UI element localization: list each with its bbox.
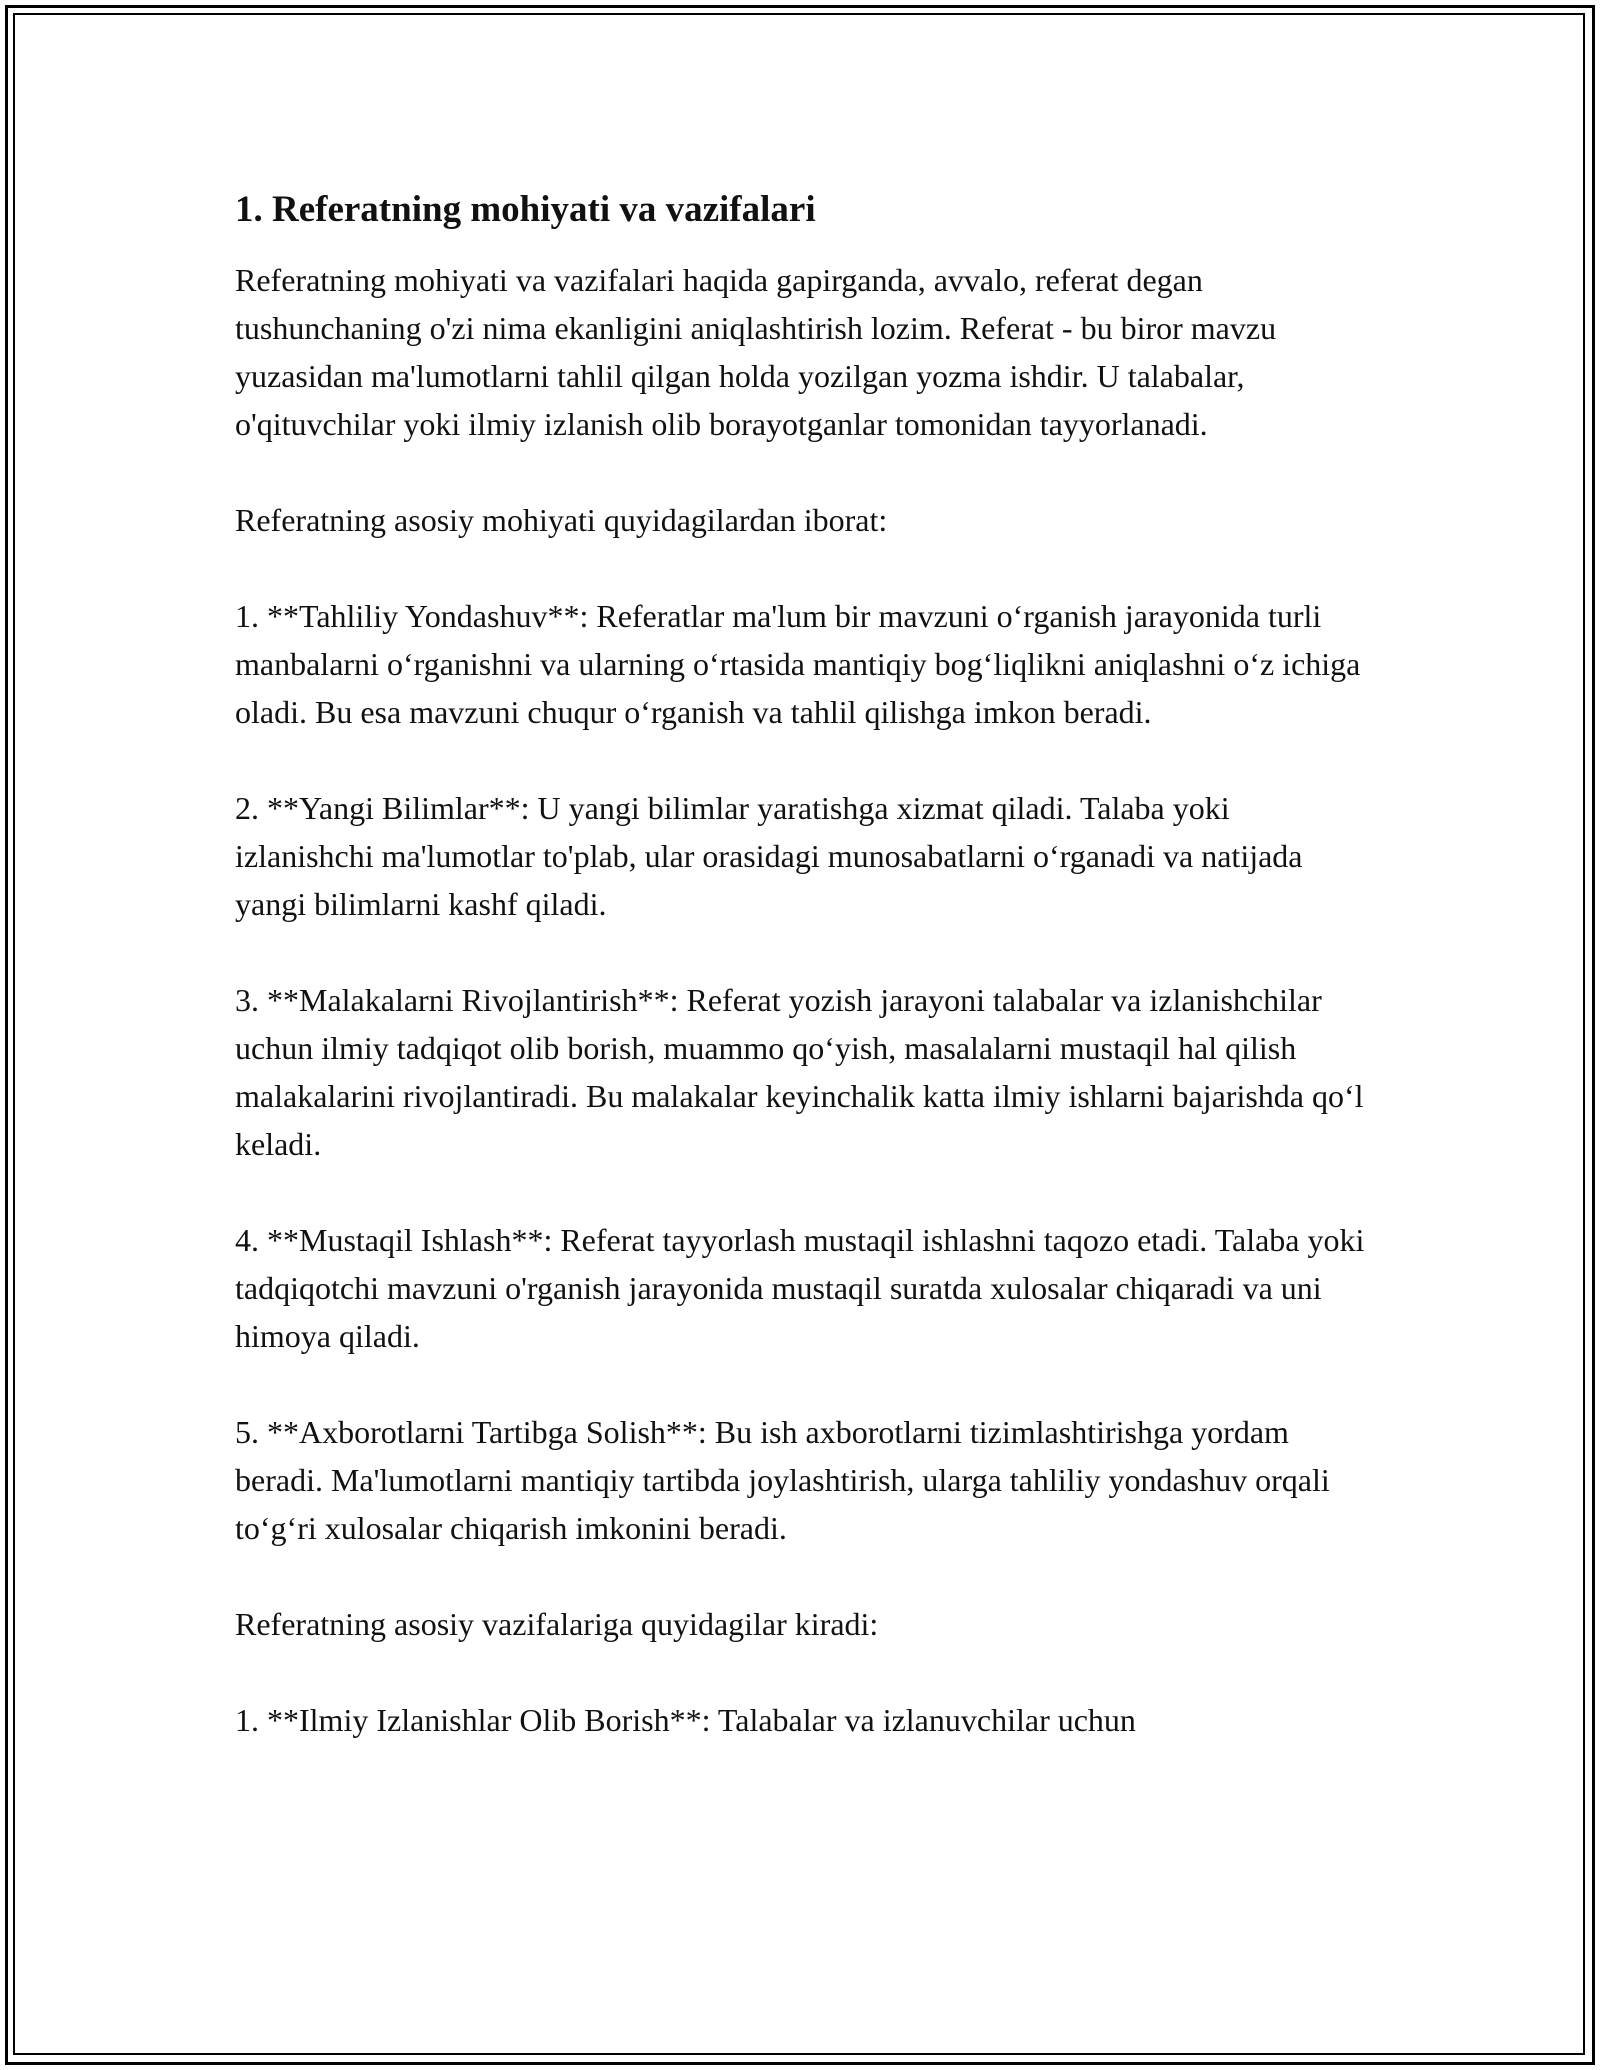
essence-item-3: 3. **Malakalarni Rivojlantirish**: Referat yozish jarayoni talabalar va izlanishchilar uchun ilmiy tadqiqot olib borish, muammo qo‘yish, masalalarni mustaqil hal qilish malakalarini rivojlantiradi. Bu malakalar keyinchalik katta ilmiy ishlarni bajarishda qo‘l keladi.: [235, 982, 1364, 1162]
document-body: [235, 186, 1375, 1792]
essence-item-1: 1. **Tahliliy Yondashuv**: Referatlar ma'lum bir mavzuni o‘rganish jarayonida turli manbalarni o‘rganishni va ularning o‘rtasida mantiqiy bog‘liqlikni aniqlashni o‘z ichiga oladi. Bu esa mavzuni chuqur o‘rganish va tahlil qilishga imkon beradi.: [235, 598, 1361, 730]
essence-item-4: 4. **Mustaqil Ishlash**: Referat tayyorlash mustaqil ishlashni taqozo etadi. Talaba yoki tadqiqotchi mavzuni o'rganish jarayonida mustaqil suratda xulosalar chiqaradi va uni himoya qiladi.: [235, 1222, 1365, 1354]
document-title: 1. Referatning mohiyati va vazifalari: [235, 189, 816, 230]
essence-item-5: 5. **Axborotlarni Tartibga Solish**: Bu ish axborotlarni tizimlashtirishga yordam beradi. Ma'lumotlarni mantiqiy tartibda joylashtirish, ularga tahliliy yondashuv orqali to‘g‘ri xulosalar chiqarish imkonini beradi.: [235, 1414, 1330, 1546]
essence-item-2: 2. **Yangi Bilimlar**: U yangi bilimlar yaratishga xizmat qiladi. Talaba yoki izlanishchi ma'lumotlar to'plab, ular orasidagi munosabatlarni o‘rganadi va natijada yangi bilimlarni kashf qiladi.: [235, 790, 1303, 922]
tasks-heading-paragraph: Referatning asosiy vazifalariga quyidagilar kiradi:: [235, 1606, 879, 1642]
tasks-item-1: 1. **Ilmiy Izlanishlar Olib Borish**: Talabalar va izlanuvchilar uchun: [235, 1702, 1136, 1738]
intro-paragraph: Referatning mohiyati va vazifalari haqida gapirganda, avvalo, referat degan tushunchaning o'zi nima ekanligini aniqlashtirish lozim. Referat - bu biror mavzu yuzasidan ma'lumotlarni tahlil qilgan holda yozilgan yozma ishdir. U talabalar, o'qituvchilar yoki ilmiy izlanish olib borayotganlar tomonidan tayyorlanadi.: [235, 262, 1277, 442]
essence-heading-paragraph: Referatning asosiy mohiyati quyidagilardan iborat:: [235, 502, 888, 538]
